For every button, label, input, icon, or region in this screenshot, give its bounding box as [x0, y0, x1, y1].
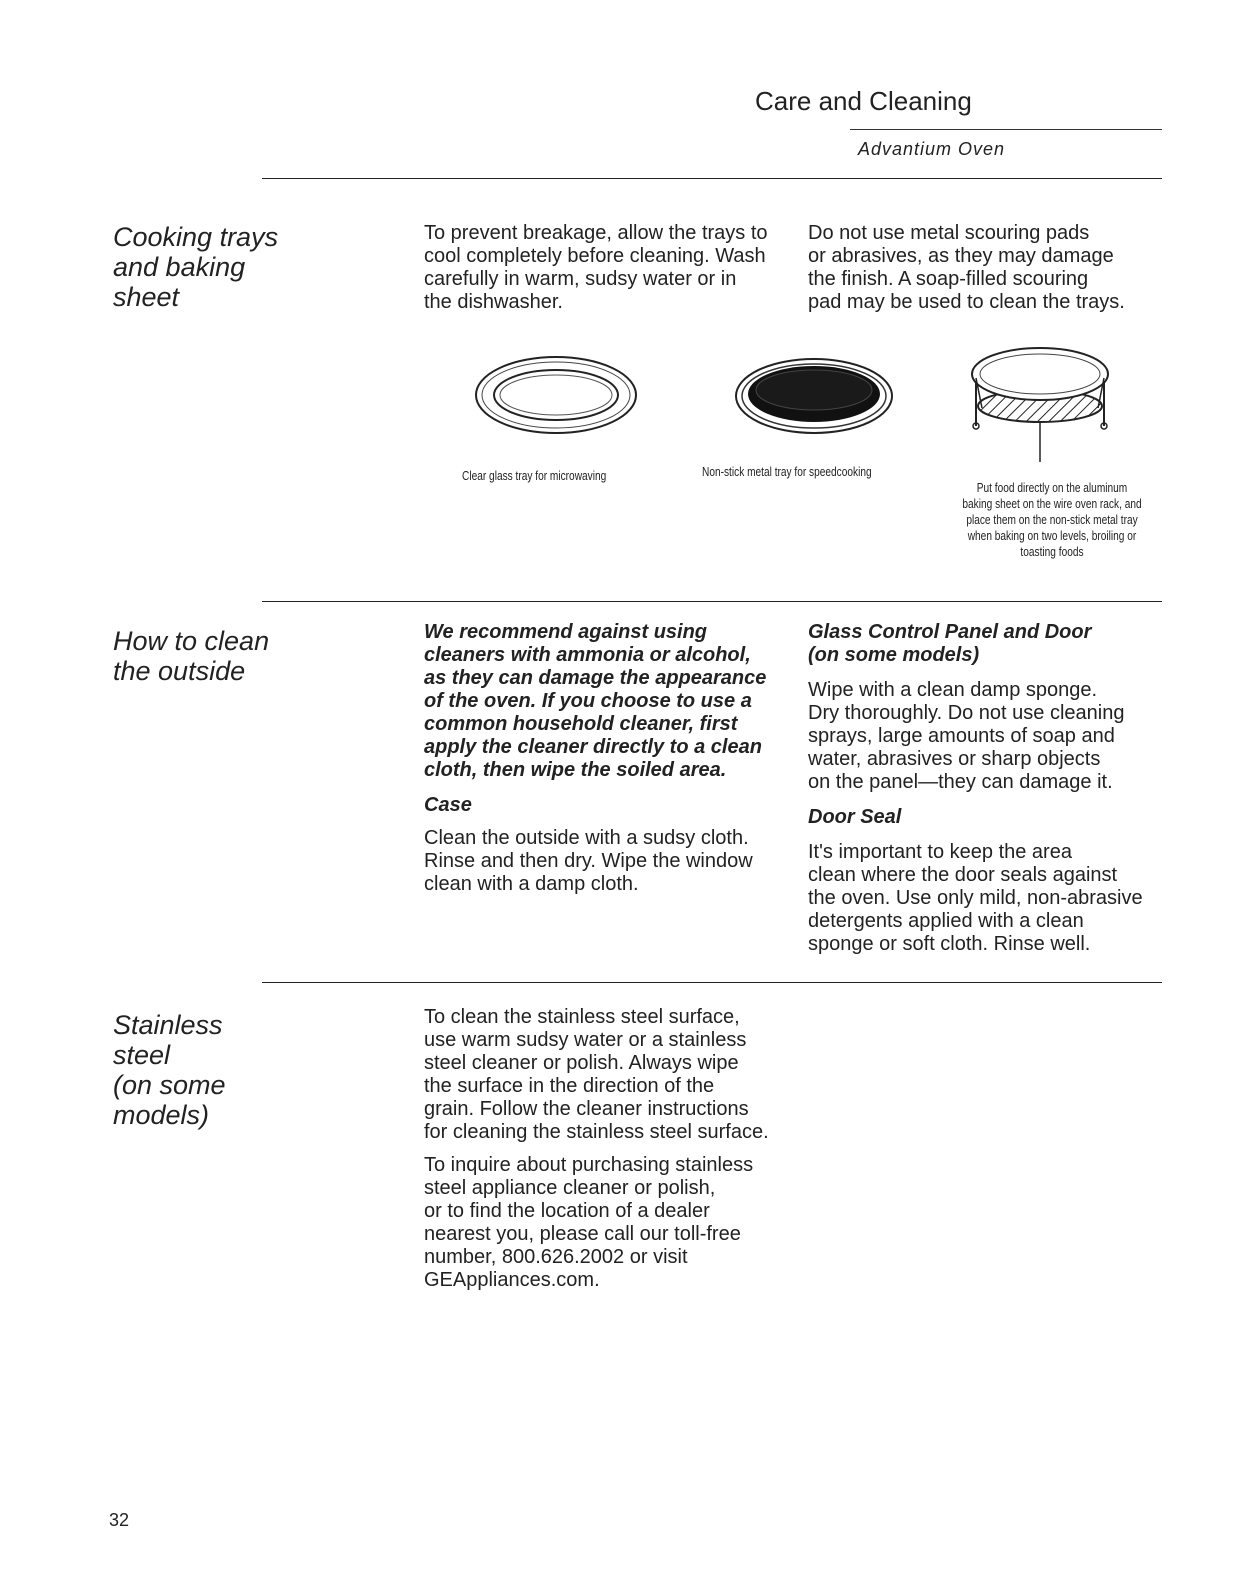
header-rule: [850, 129, 1162, 130]
trays-text-2: Do not use metal scouring pads or abrasives, as they may damage the finish. A soap-filled scouring pad may be used to clean the trays.: [808, 222, 1125, 313]
page-header-subtitle: Advantium Oven: [858, 139, 1006, 159]
glass-panel-text: Wipe with a clean damp sponge. Dry thoroughly. Do not use cleaning sprays, large amounts of soap and water, abrasives or sharp objects on the panel—they can damage it.: [808, 679, 1125, 793]
section-divider-stainless: [262, 982, 1162, 983]
section-divider-outside: [262, 601, 1162, 602]
door-seal-heading: Door Seal: [808, 806, 902, 828]
case-text: Clean the outside with a sudsy cloth. Rinse and then dry. Wipe the window clean with a damp cloth.: [424, 827, 753, 895]
trays-column-2: [808, 222, 1158, 324]
glass-tray-illustration: [474, 354, 638, 436]
baking-sheet-rack-illustration: [966, 334, 1116, 464]
stainless-text-2: To inquire about purchasing stainless steel appliance cleaner or polish, or to find the location of a dealer nearest you, please call our toll-free number, 800.626.2002 or visit GEAppliances.com.: [424, 1154, 754, 1291]
trays-text-1: To prevent breakage, allow the trays to cool completely before cleaning. Wash carefully in warm, sudsy water or in the dishwasher.: [424, 222, 768, 313]
section-title-outside: How to clean the outside: [113, 626, 270, 686]
case-heading: Case: [424, 794, 472, 816]
stainless-column: [424, 1006, 804, 1302]
trays-column-1: [424, 222, 784, 324]
page-number: 32: [109, 1510, 130, 1530]
outside-column-2: [808, 621, 1168, 966]
page-header-title: Care and Cleaning: [755, 86, 972, 116]
outside-column-1: [424, 621, 794, 906]
stainless-text-1: To clean the stainless steel surface, use warm sudsy water or a stainless steel cleaner or polish. Always wipe the surface in the direction of the grain. Follow the cleaner instructions for cleaning the stainless steel surface.: [424, 1006, 769, 1143]
door-seal-text: It's important to keep the area clean where the door seals against the oven. Use only mild, non-abrasive detergents applied with a clean sponge or soft cloth. Rinse well.: [808, 841, 1143, 955]
caption-metal-tray: Non-stick metal tray for speedcooking: [702, 464, 872, 479]
section-title-trays: Cooking trays and baking sheet: [113, 222, 279, 312]
section-divider-top: [262, 178, 1162, 179]
metal-tray-illustration: [734, 356, 894, 436]
section-title-stainless: Stainless steel (on some models): [113, 1010, 226, 1130]
caption-baking-sheet: Put food directly on the aluminum baking sheet on the wire oven rack, and place them on the non-stick metal tray when baking on two levels, broiling or toasting foods: [962, 480, 1142, 559]
outside-warning-text: We recommend against using cleaners with ammonia or alcohol, as they can damage the appearance of the oven. If you choose to use a common household cleaner, first apply the cleaner directly to a clean cloth, then wipe the soiled area.: [424, 621, 767, 781]
glass-panel-heading: Glass Control Panel and Door (on some models): [808, 621, 1092, 666]
caption-glass-tray: Clear glass tray for microwaving: [462, 468, 607, 483]
